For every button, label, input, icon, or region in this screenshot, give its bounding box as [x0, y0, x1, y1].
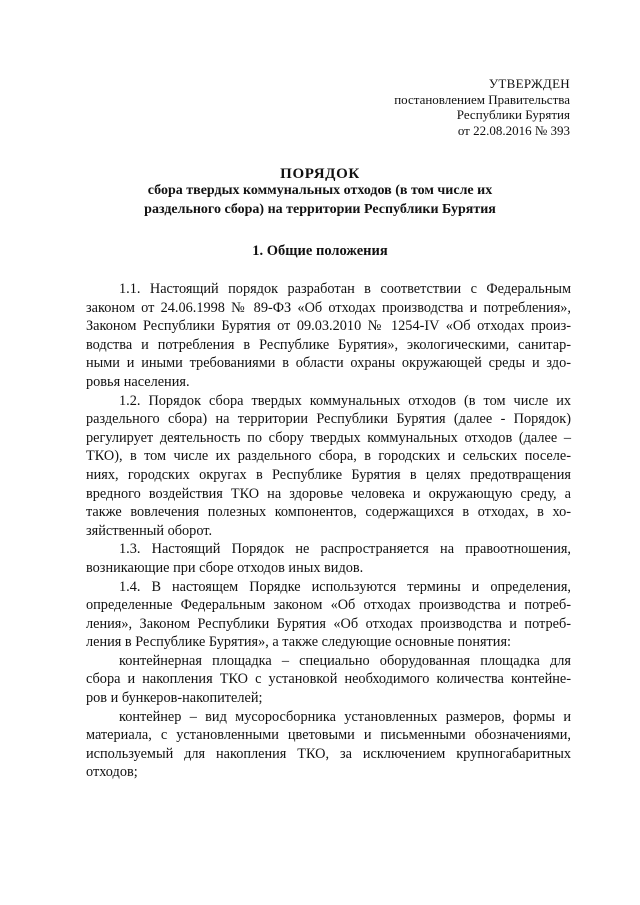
text-line: определенные Федеральным законом «Об отходах производства и потреб-	[86, 597, 571, 614]
text-line: зяйственный оборот.	[86, 522, 213, 539]
text-line: 1.4. В настоящем Порядке используются термины и определения,	[119, 578, 571, 595]
text-line: ления», Законом Республики Бурятия «Об отходах производства и потреб-	[86, 615, 571, 632]
approval-block	[394, 76, 570, 138]
text-line: законом от 24.06.1998 № 89-ФЗ «Об отходах производства и потребления»,	[86, 299, 571, 316]
text-line: водства и потребления в Республике Бурятия», экологическими, санитар-	[86, 336, 571, 353]
approval-title: УТВЕРЖДЕН	[488, 76, 570, 91]
text-line: возникающие при сборе отходов иных видов.	[86, 559, 364, 576]
paragraph	[86, 280, 571, 392]
text-line: ления в Республике Бурятия», а также следующие основные понятия:	[86, 634, 512, 651]
section-title: 1. Общие положения	[252, 243, 388, 259]
text-line: ными и иными требованиями в области охраны окружающей среды и здо-	[86, 355, 571, 372]
paragraph	[86, 578, 571, 652]
text-line: 1.3. Настоящий Порядок не распространяется на правоотношения,	[119, 541, 571, 558]
approval-line: постановлением Правительства	[394, 91, 570, 107]
paragraph	[86, 652, 571, 708]
paragraph	[86, 392, 571, 541]
paragraph	[86, 708, 571, 782]
document-title: ПОРЯДОК	[280, 166, 360, 182]
document-subtitle-line: сбора твердых коммунальных отходов (в том числе их	[147, 183, 493, 198]
text-line: Законом Республики Бурятия от 09.03.2010 № 1254-IV «Об отходах произ-	[86, 318, 571, 335]
text-line: контейнерная площадка – специально оборудованная площадка для	[119, 652, 571, 669]
text-line: также вовлечения полезных компонентов, содержащихся в отходах, в хо-	[86, 504, 571, 521]
text-line: ровья населения.	[86, 373, 190, 390]
text-line: ТКО), в том числе их раздельного сбора, в городских и сельских поселе-	[86, 448, 571, 465]
approval-line: от 22.08.2016 № 393	[457, 122, 570, 138]
text-line: регулирует деятельность по сбору твердых коммунальных отходов (далее –	[86, 429, 571, 446]
document-subtitle-line: раздельного сбора) на территории Республики Бурятия	[144, 202, 496, 217]
text-line: вредного воздействия ТКО на здоровье человека и окружающую среду, а	[86, 485, 571, 502]
text-line: материала, с установленными цветовыми и письменными обозначениями,	[86, 727, 571, 744]
document-body	[86, 280, 571, 782]
text-line: используемый для накопления ТКО, за исключением крупногабаритных	[86, 745, 571, 762]
paragraph	[86, 540, 571, 577]
text-line: 1.2. Порядок сбора твердых коммунальных отходов (в том числе их	[119, 392, 571, 409]
text-line: ров и бункеров-накопителей;	[86, 690, 263, 707]
text-line: ниях, городских округах в Республике Бурятия в целях предотвращения	[86, 466, 571, 483]
text-line: 1.1. Настоящий порядок разработан в соответствии с Федеральным	[119, 281, 571, 297]
text-line: раздельного сбора) на территории Республики Бурятия (далее - Порядок)	[86, 411, 571, 428]
approval-line: Республики Бурятия	[456, 107, 570, 122]
text-line: сбора и накопления ТКО с установкой необходимого количества контейне-	[86, 671, 571, 688]
text-line: отходов;	[86, 764, 138, 781]
text-line: контейнер – вид мусоросборника установленных размеров, формы и	[119, 708, 571, 725]
